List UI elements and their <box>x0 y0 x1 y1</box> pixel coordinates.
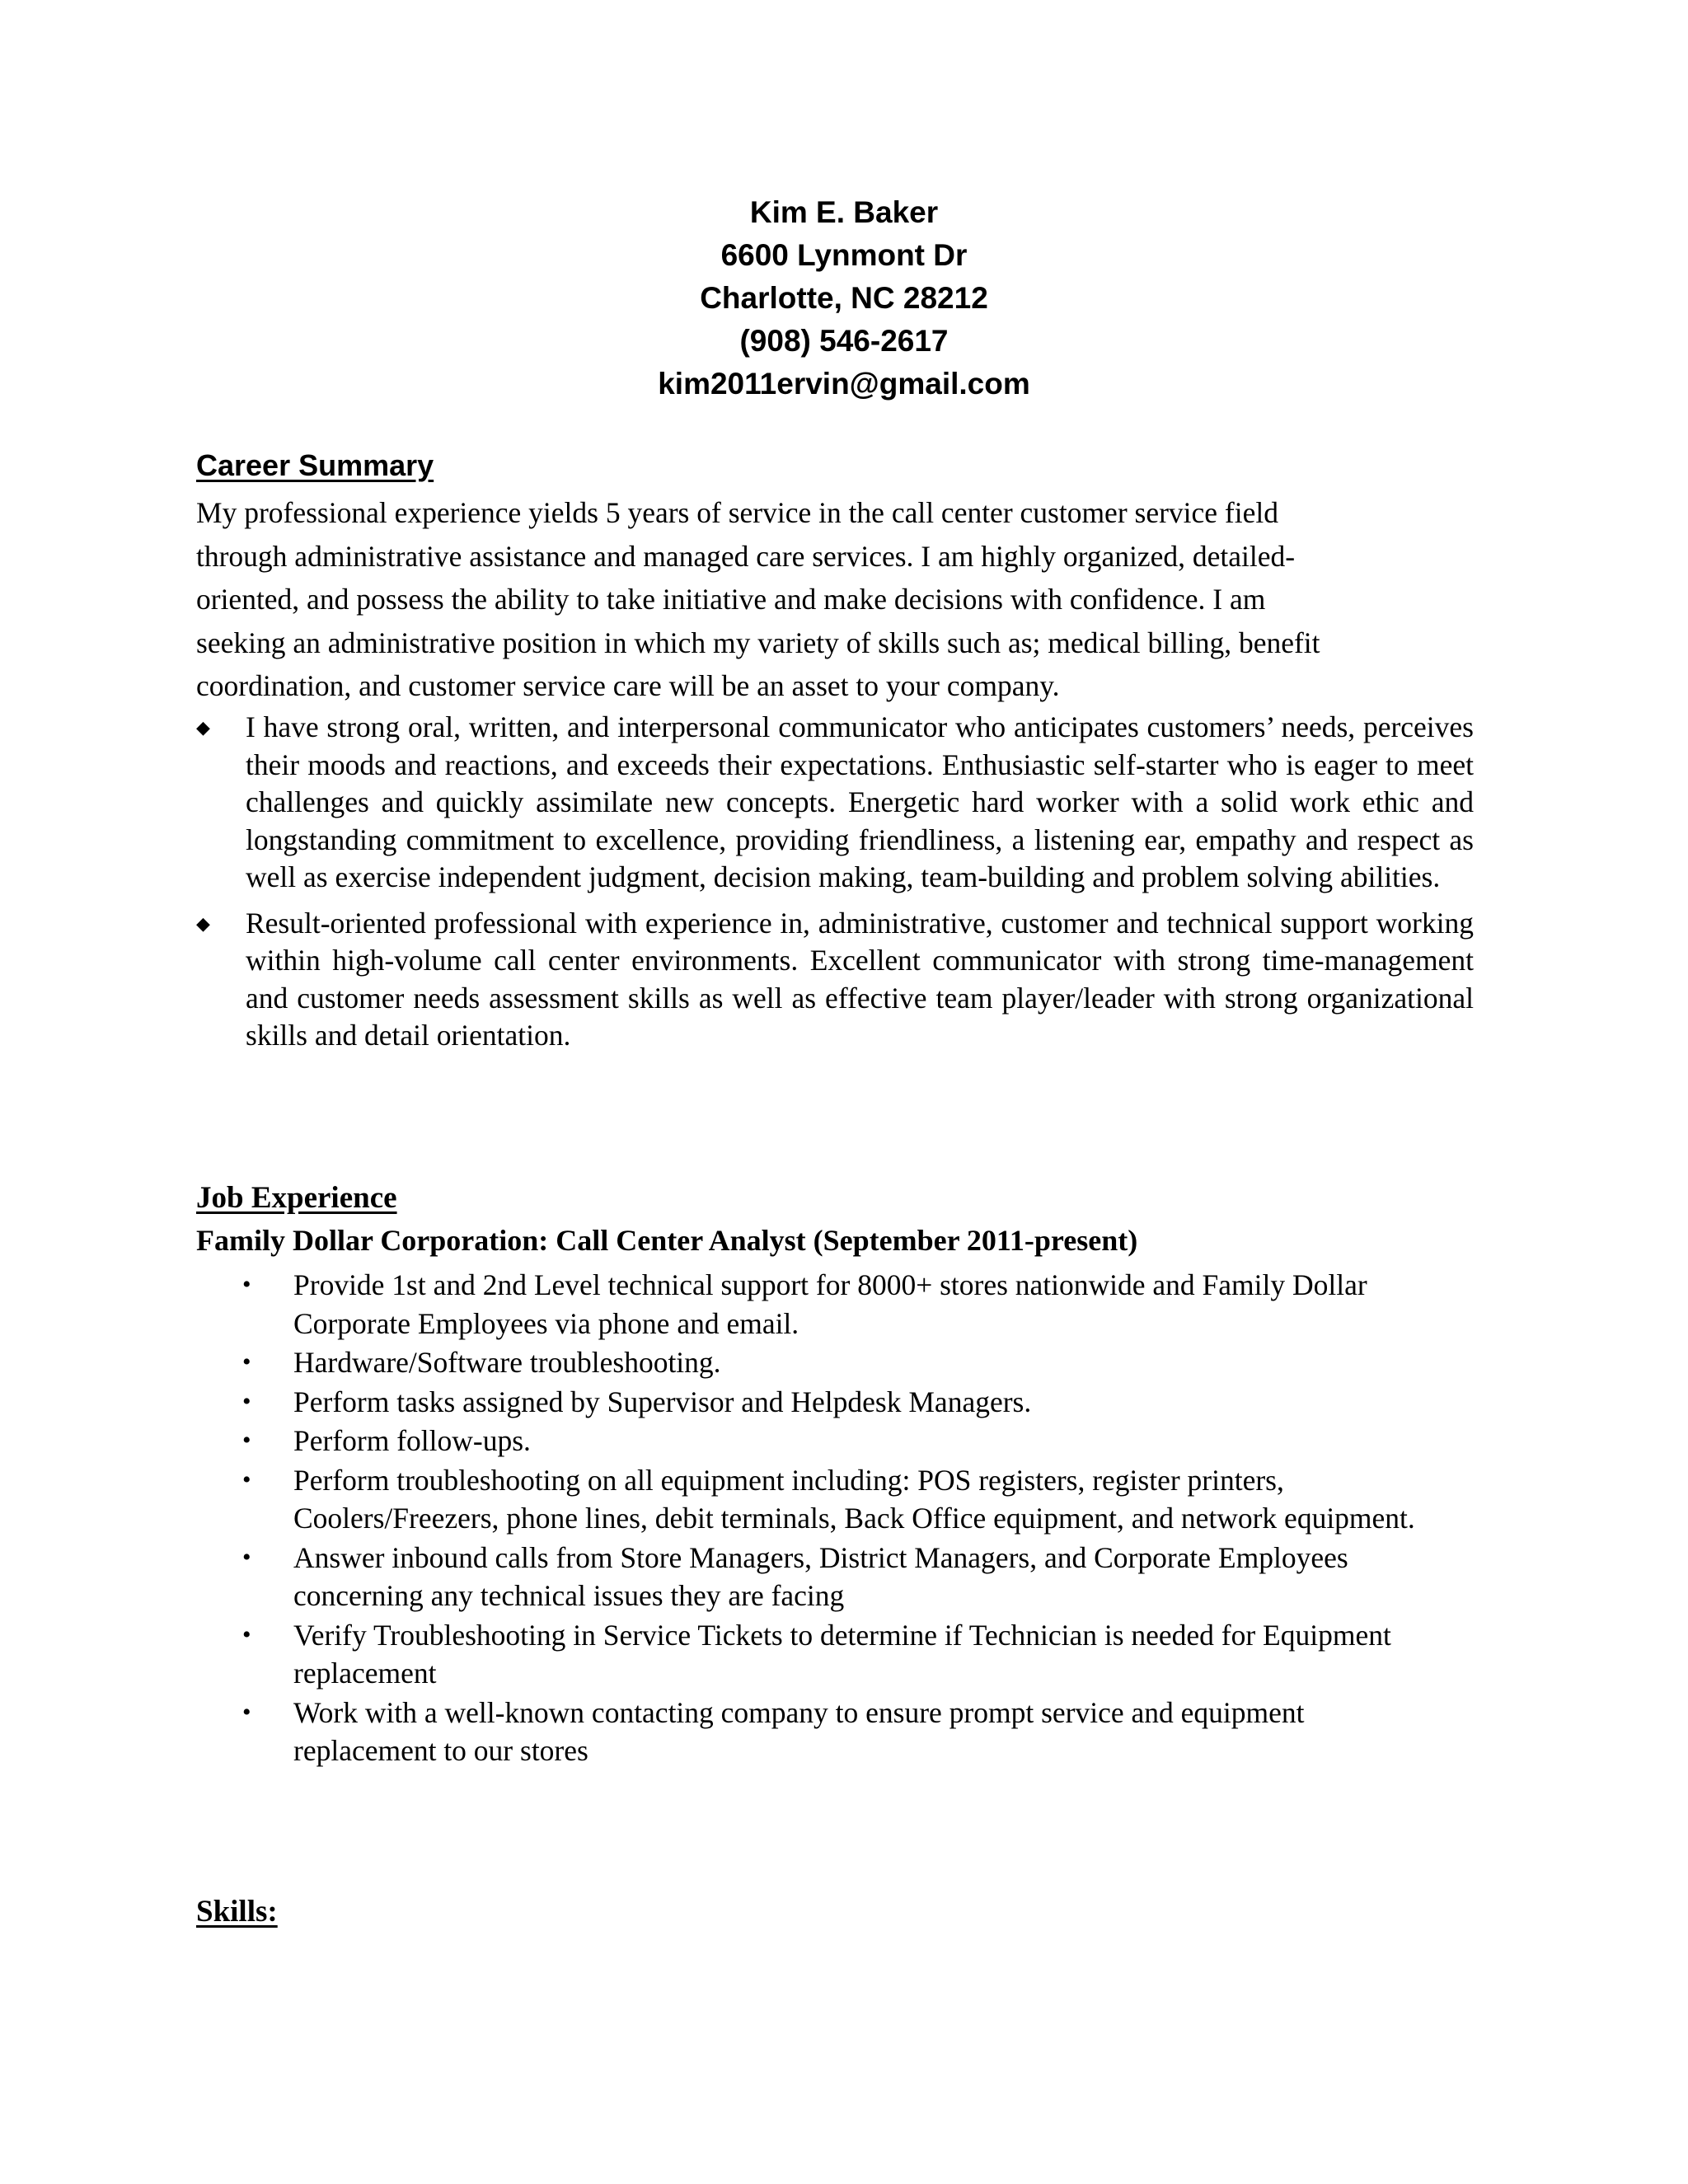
job-duty-text: Perform tasks assigned by Supervisor and Helpdesk Managers. <box>293 1385 1032 1418</box>
contact-street: 6600 Lynmont Dr <box>720 238 968 272</box>
summary-bullet-text: Result-oriented professional with experience in, administrative, customer and technical support working within high-volume call center environments. Excellent communicator with strong time-management and customer needs assessment skills as well as effective team player/leader with strong organizational skills and detail orientation. <box>246 906 1474 1052</box>
job-duty-text: Work with a well-known contacting company to ensure prompt service and equipment replacement to our stores <box>293 1695 1305 1767</box>
contact-name: Kim E. Baker <box>749 195 939 229</box>
bullet-dot-icon: • <box>242 1698 251 1726</box>
summary-line: seeking an administrative position in which my variety of skills such as; medical billing, benefit <box>196 626 1320 659</box>
summary-bullet-item <box>196 905 1474 1055</box>
contact-phone: (908) 546-2617 <box>739 324 949 358</box>
summary-line: My professional experience yields 5 years of service in the call center customer service field <box>196 496 1278 529</box>
job-duty-item <box>196 1422 1449 1460</box>
summary-line: coordination, and customer service care will be an asset to your company. <box>196 669 1060 702</box>
job-duty-item <box>196 1694 1449 1770</box>
summary-bullet-text: I have strong oral, written, and interpersonal communicator who anticipates customers’ needs, perceives their moods and reactions, and exceeds their expectations. Enthusiastic self-starter who is eager to meet challenges and quickly assimilate new concepts. Energetic hard worker with a solid work ethic and longstanding commitment to excellence, providing friendliness, a listening ear, empathy and respect as well as exercise independent judgment, decision making, team-building and problem solving abilities. <box>246 710 1474 893</box>
job-duty-item <box>196 1343 1449 1382</box>
skills-heading: Skills: <box>196 1895 278 1929</box>
bullet-dot-icon: • <box>242 1348 251 1376</box>
bullet-dot-icon: • <box>242 1271 251 1298</box>
job-duties-list <box>196 1266 1449 1771</box>
career-summary-paragraph <box>196 491 1482 708</box>
job-position-title: Family Dollar Corporation: Call Center Analyst (September 2011-present) <box>196 1224 1138 1257</box>
bullet-dot-icon: • <box>242 1427 251 1454</box>
contact-city-state-zip: Charlotte, NC 28212 <box>700 281 988 315</box>
bullet-dot-icon: • <box>242 1387 251 1415</box>
career-summary-bullets <box>196 709 1474 1055</box>
job-duty-item <box>196 1616 1449 1693</box>
job-experience-heading: Job Experience <box>196 1181 397 1215</box>
job-duty-text: Provide 1st and 2nd Level technical support for 8000+ stores nationwide and Family Dollar Corporate Employees via phone and email. <box>293 1268 1367 1340</box>
summary-line: through administrative assistance and managed care services. I am highly organized, detailed- <box>196 539 1296 573</box>
job-duty-text: Perform follow-ups. <box>293 1424 531 1457</box>
bullet-dot-icon: • <box>242 1620 251 1648</box>
diamond-bullet-icon: ◆ <box>196 717 210 738</box>
diamond-bullet-icon: ◆ <box>196 912 210 934</box>
summary-bullet-item <box>196 709 1474 897</box>
career-summary-heading: Career Summary <box>196 448 434 482</box>
job-duty-item <box>196 1461 1449 1538</box>
job-duty-text: Answer inbound calls from Store Managers, District Managers, and Corporate Employees concerning any technical issues they are facing <box>293 1540 1348 1612</box>
contact-header <box>0 191 1688 405</box>
job-duty-text: Perform troubleshooting on all equipment including: POS registers, register printers, Coolers/Freezers, phone lines, debit terminals, Back Office equipment, and network equipment. <box>293 1463 1415 1535</box>
contact-email: kim2011ervin@gmail.com <box>658 367 1030 401</box>
job-duty-text: Verify Troubleshooting in Service Tickets to determine if Technician is needed for Equipment replacement <box>293 1618 1391 1690</box>
job-duty-text: Hardware/Software troubleshooting. <box>293 1346 721 1379</box>
bullet-dot-icon: • <box>242 1465 251 1493</box>
summary-line: oriented, and possess the ability to take initiative and make decisions with confidence. I am <box>196 583 1266 616</box>
bullet-dot-icon: • <box>242 1543 251 1571</box>
job-duty-item <box>196 1383 1449 1422</box>
job-duty-item <box>196 1539 1449 1615</box>
job-duty-item <box>196 1266 1449 1343</box>
